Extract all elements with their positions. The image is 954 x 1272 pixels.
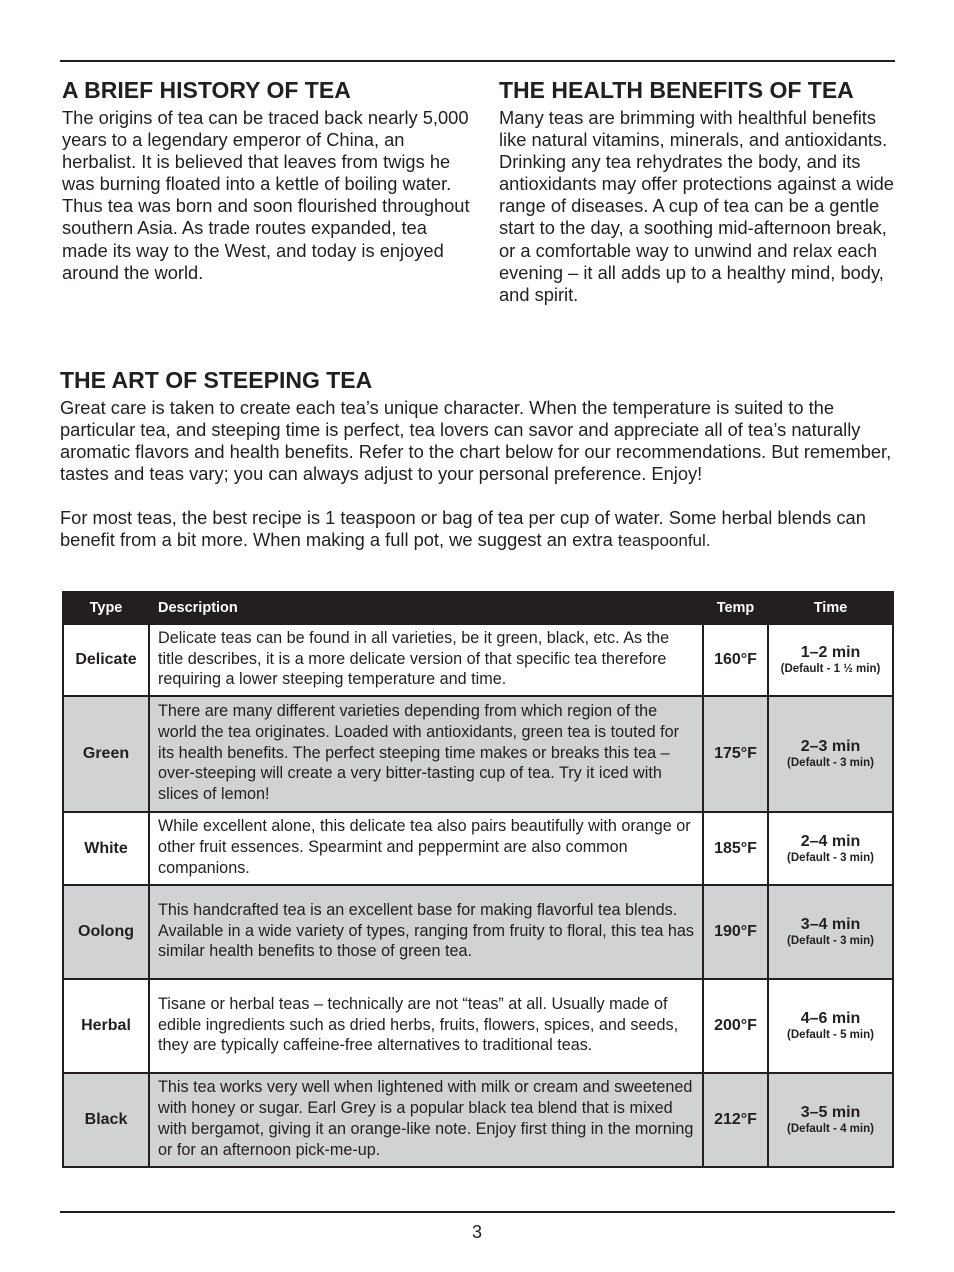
table-header-row xyxy=(63,592,893,624)
row-type: White xyxy=(63,812,149,885)
header-temp: Temp xyxy=(703,592,768,624)
row-time-default: (Default - 1 ½ min) xyxy=(780,663,881,675)
row-type: Green xyxy=(63,696,149,812)
steeping-intro: Great care is taken to create each tea’s unique character. When the temperature is suited to the particular tea, and steeping time is perfect, tea lovers can savor and appreciate all of tea’s naturally aromatic flavors and health benefits. Refer to the chart below for our recommendations. But remember, tastes and teas vary; you can always adjust to your personal preference. Enjoy! xyxy=(60,397,892,485)
row-temp: 175°F xyxy=(703,696,768,812)
history-heading: A BRIEF HISTORY OF TEA xyxy=(62,77,351,103)
row-type: Oolong xyxy=(63,885,149,979)
table-row xyxy=(63,812,893,885)
table-row xyxy=(63,624,893,696)
row-time-default: (Default - 5 min) xyxy=(787,1029,874,1041)
page-number: 3 xyxy=(471,1222,482,1242)
header-type: Type xyxy=(63,592,149,624)
row-type: Black xyxy=(63,1073,149,1167)
history-body: The origins of tea can be traced back nearly 5,000 years to a legendary emperor of China, an herbalist. It is believed that leaves from twigs he was burning floated into a kettle of boiling water. Thus tea was born and soon flourished throughout southern Asia. As trade routes expanded, tea made its way to the West, and today is enjoyed around the world. xyxy=(62,107,470,283)
health-body: Many teas are brimming with healthful benefits like natural vitamins, minerals, and antioxidants. Drinking any tea rehydrates the body, and its antioxidants may offer protections against a wide range of diseases. A cup of tea can be a gentle start to the day, a soothing mid-afternoon break, or a comfortable way to unwind and relax each evening – it all adds up to a healthy mind, body, and spirit. xyxy=(499,107,894,305)
row-time xyxy=(768,885,893,979)
row-time xyxy=(768,696,893,812)
recipe-end: teaspoonful. xyxy=(617,531,711,551)
row-time-range: 2–3 min xyxy=(800,738,861,755)
top-rule xyxy=(60,60,895,62)
row-time-default: (Default - 3 min) xyxy=(787,757,874,769)
row-time-range: 3–5 min xyxy=(800,1104,861,1121)
header-description: Description xyxy=(149,592,703,624)
table-row xyxy=(63,696,893,812)
row-temp: 212°F xyxy=(703,1073,768,1167)
row-type: Delicate xyxy=(63,624,149,696)
bottom-rule xyxy=(60,1211,895,1213)
steeping-section xyxy=(60,366,900,553)
row-description: This handcrafted tea is an excellent base for making flavorful tea blends. Available in a wide variety of types, ranging from fruity to floral, this tea has similar health benefits to those of green tea. xyxy=(149,885,703,979)
row-time-range: 4–6 min xyxy=(800,1010,861,1027)
row-time xyxy=(768,979,893,1073)
health-section xyxy=(499,76,894,306)
row-description: Delicate teas can be found in all varieties, be it green, black, etc. As the title describes, it is a more delicate version of that specific tea therefore requiring a lower steeping temperature and time. xyxy=(149,624,703,696)
recipe-text: For most teas, the best recipe is 1 teaspoon or bag of tea per cup of water. Some herbal blends can benefit from a bit more. When making a full pot, we suggest an extra xyxy=(60,507,866,551)
table-row xyxy=(63,885,893,979)
row-time-range: 2–4 min xyxy=(800,832,861,850)
row-temp: 185°F xyxy=(703,812,768,885)
row-description: This tea works very well when lightened with milk or cream and sweetened with honey or sugar. Earl Grey is a popular black tea blend that is mixed with bergamot, giving it an orange-like note. Enjoy first thing in the morning or for an afternoon pick-me-up. xyxy=(149,1073,703,1167)
row-description: While excellent alone, this delicate tea also pairs beautifully with orange or other fruit essences. Spearmint and peppermint are also common companions. xyxy=(149,812,703,885)
row-time-default: (Default - 4 min) xyxy=(787,1123,874,1135)
row-temp: 190°F xyxy=(703,885,768,979)
steeping-recipe xyxy=(60,507,900,552)
row-description: There are many different varieties depending from which region of the world the tea originates. Loaded with antioxidants, green tea is touted for its health benefits. The perfect steeping time makes or breaks this tea – over-steeping will create a very bitter-tasting cup of tea. Try it iced with slices of lemon! xyxy=(149,696,703,812)
row-description: Tisane or herbal teas – technically are not “teas” at all. Usually made of edible ingredients such as dried herbs, fruits, flowers, spices, and seeds, they are typically caffeine-free alternatives to traditional teas. xyxy=(149,979,703,1073)
row-time-default: (Default - 3 min) xyxy=(787,851,874,864)
history-section xyxy=(62,76,472,284)
row-time-range: 3–4 min xyxy=(800,916,861,933)
row-time-range: 1–2 min xyxy=(800,644,861,661)
row-temp: 160°F xyxy=(703,624,768,696)
table-row xyxy=(63,979,893,1073)
row-time xyxy=(768,1073,893,1167)
row-temp: 200°F xyxy=(703,979,768,1073)
steeping-chart-table xyxy=(62,591,894,1168)
health-heading: THE HEALTH BENEFITS OF TEA xyxy=(499,77,854,103)
header-time: Time xyxy=(768,592,893,624)
row-time xyxy=(768,624,893,696)
steeping-heading: THE ART OF STEEPING TEA xyxy=(60,367,373,393)
row-time xyxy=(768,812,893,885)
row-type: Herbal xyxy=(63,979,149,1073)
table-row xyxy=(63,1073,893,1167)
row-time-default: (Default - 3 min) xyxy=(787,935,874,947)
